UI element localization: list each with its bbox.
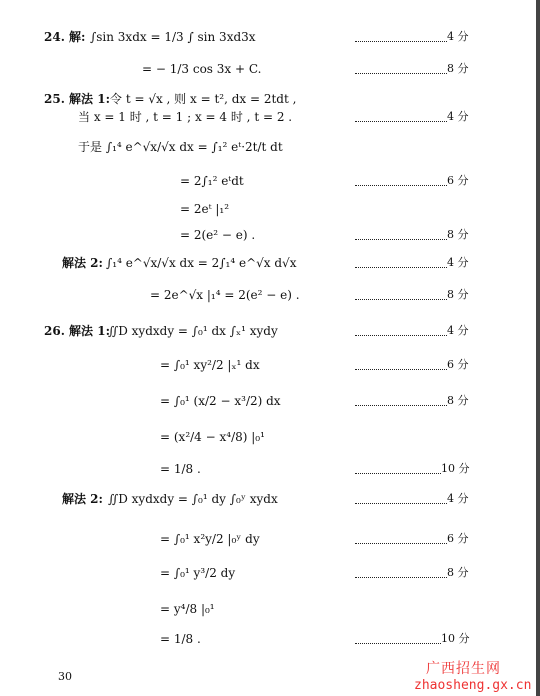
score-leader xyxy=(355,461,441,474)
q26-alt-expression-5: = 1/8 . xyxy=(160,632,201,646)
score-leader xyxy=(355,631,441,644)
q26-expression-2: = ∫₀¹ xy²/2 |ₓ¹ dx xyxy=(160,358,260,372)
q26-line-1 xyxy=(0,320,540,342)
q24-line-2 xyxy=(0,58,540,80)
q25-alt-line-1 xyxy=(0,252,540,274)
score-leader xyxy=(355,109,447,122)
q26-alt-label: 解法 2: xyxy=(62,492,103,506)
page-edge-shadow xyxy=(536,0,540,696)
score-leader xyxy=(355,287,447,300)
q24-line-1 xyxy=(0,26,540,48)
q26-score-1: 4 分 xyxy=(447,324,469,337)
q24-expression-1: ∫sin 3xdx = 1/3 ∫ sin 3xd3x xyxy=(90,30,256,44)
watermark-site-name: 广西招生网 xyxy=(426,661,501,677)
q25-alt-score-2: 8 分 xyxy=(447,288,469,301)
q25-expression-1: 令 t = √x , 则 x = t², dx = 2tdt , xyxy=(110,92,297,106)
q26-alt-score-4: 10 分 xyxy=(441,632,470,645)
q25-expression-2: 当 x = 1 时 , t = 1 ; x = 4 时 , t = 2 . xyxy=(78,110,293,124)
q25-line-4 xyxy=(0,170,540,192)
q26-expression-1: ∬D xydxdy = ∫₀¹ dx ∫ₓ¹ xydy xyxy=(108,324,278,338)
q26-alt-expression-3: = ∫₀¹ y³/2 dy xyxy=(160,566,236,580)
q25-line-2 xyxy=(0,106,540,128)
q26-line-5 xyxy=(0,458,540,480)
q26-alt-line-5 xyxy=(0,628,540,650)
q26-expression-3: = ∫₀¹ (x/2 − x³/2) dx xyxy=(160,394,281,408)
score-leader xyxy=(355,29,447,42)
q26-expression-4: = (x²/4 − x⁴/8) |₀¹ xyxy=(160,430,265,444)
q26-alt-line-4 xyxy=(0,598,540,620)
score-leader xyxy=(355,531,447,544)
q26-alt-score-2: 6 分 xyxy=(447,532,469,545)
q25-expression-5: = 2eᵗ |₁² xyxy=(180,202,230,216)
q25-score-2: 6 分 xyxy=(447,174,469,187)
q26-alt-expression-2: = ∫₀¹ x²y/2 |₀ʸ dy xyxy=(160,532,260,546)
q25-expression-4: = 2∫₁² eᵗdt xyxy=(180,174,244,188)
q26-line-2 xyxy=(0,354,540,376)
score-leader xyxy=(355,491,447,504)
q26-alt-line-1 xyxy=(0,488,540,510)
score-leader xyxy=(355,323,447,336)
q25-score-3: 8 分 xyxy=(447,228,469,241)
q25-line-5 xyxy=(0,198,540,220)
q25-label: 25. 解法 1: xyxy=(44,92,111,106)
score-leader xyxy=(355,393,447,406)
q26-score-4: 10 分 xyxy=(441,462,470,475)
q24-expression-2: = − 1/3 cos 3x + C. xyxy=(142,62,262,76)
score-leader xyxy=(355,173,447,186)
watermark-url: zhaosheng.gx.cn xyxy=(414,678,532,693)
q26-line-3 xyxy=(0,390,540,412)
q26-alt-line-3 xyxy=(0,562,540,584)
q26-score-3: 8 分 xyxy=(447,394,469,407)
score-leader xyxy=(355,61,447,74)
q25-expression-6: = 2(e² − e) . xyxy=(180,228,256,242)
q26-label: 26. 解法 1: xyxy=(44,324,111,338)
q25-line-3 xyxy=(0,136,540,158)
score-leader xyxy=(355,357,447,370)
q25-score-1: 4 分 xyxy=(447,110,469,123)
q26-alt-score-1: 4 分 xyxy=(447,492,469,505)
q26-score-2: 6 分 xyxy=(447,358,469,371)
q26-alt-line-2 xyxy=(0,528,540,550)
q24-score-1: 4 分 xyxy=(447,30,469,43)
q25-alt-label: 解法 2: xyxy=(62,256,103,270)
q25-alt-expression-2: = 2e^√x |₁⁴ = 2(e² − e) . xyxy=(150,288,300,302)
page-number: 30 xyxy=(58,670,72,683)
q26-expression-5: = 1/8 . xyxy=(160,462,201,476)
score-leader xyxy=(355,255,447,268)
q25-line-6 xyxy=(0,224,540,246)
score-leader xyxy=(355,565,447,578)
q25-alt-line-2 xyxy=(0,284,540,306)
score-leader xyxy=(355,227,447,240)
q25-alt-score-1: 4 分 xyxy=(447,256,469,269)
q26-alt-score-3: 8 分 xyxy=(447,566,469,579)
q24-score-2: 8 分 xyxy=(447,62,469,75)
q26-line-4 xyxy=(0,426,540,448)
q26-alt-expression-4: = y⁴/8 |₀¹ xyxy=(160,602,215,616)
q24-label: 24. 解: xyxy=(44,30,86,44)
q25-alt-expression-1: ∫₁⁴ e^√x/√x dx = 2∫₁⁴ e^√x d√x xyxy=(106,256,297,270)
q25-expression-3: 于是 ∫₁⁴ e^√x/√x dx = ∫₁² eᵗ·2t/t dt xyxy=(78,140,283,154)
q26-alt-expression-1: ∬D xydxdy = ∫₀¹ dy ∫₀ʸ xydx xyxy=(108,492,278,506)
